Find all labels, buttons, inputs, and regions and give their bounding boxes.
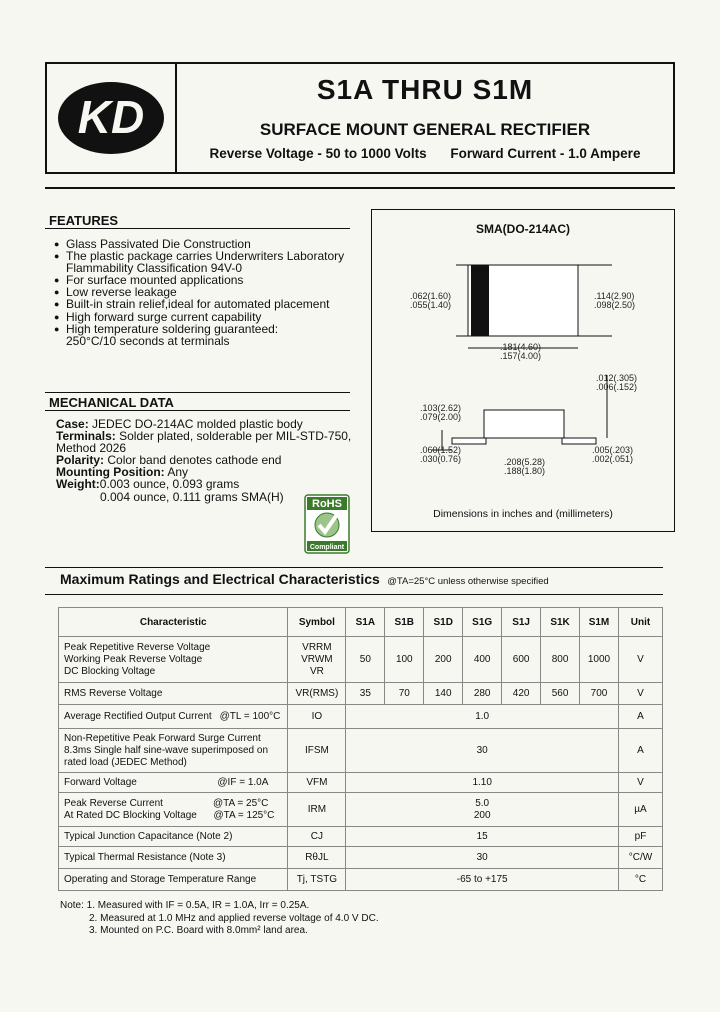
table-row: Average Rectified Output Current @TL = 100°C IO 1.0 A xyxy=(59,705,663,729)
table-row: Typical Junction Capacitance (Note 2) CJ 15 pF xyxy=(59,827,663,847)
dimensions-caption: Dimensions in inches and (millimeters) xyxy=(433,508,613,520)
table-row: Non-Repetitive Peak Forward Surge Current 8.3ms Single half sine-wave superimposed on rated load (JEDEC Method) IFSM 30 A xyxy=(59,729,663,773)
ratings-table xyxy=(58,607,663,891)
svg-text:Compliant: Compliant xyxy=(309,544,345,551)
ratings-heading: Maximum Ratings and Electrical Characteristics xyxy=(60,571,380,587)
package-outline-svg xyxy=(372,210,674,530)
package-title: SMA(DO-214AC) xyxy=(475,222,570,236)
rohs-badge xyxy=(304,494,350,554)
page-subtitle: SURFACE MOUNT GENERAL RECTIFIER xyxy=(259,120,591,139)
feature-item: ● Glass Passivated Die Construction xyxy=(54,238,354,250)
mechanical-data: Case: JEDEC DO-214AC molded plastic body Terminals: Solder plated, solderable per MIL-STD-750, Method 2026 Polarity: Color band denotes cathode end Mounting Position: Any Weight:0.003 ounce, 0.093 grams 0.004 ounce, 0.111 grams SMA(H) xyxy=(56,417,352,504)
table-row: Operating and Storage Temperature Range Tj, TSTG -65 to +175 °C xyxy=(59,869,663,891)
feature-item: ● Built-in strain relief,ideal for automated placement xyxy=(54,298,354,310)
spec-line xyxy=(177,146,673,161)
feature-item: ● High forward surge current capability xyxy=(54,311,354,323)
notes xyxy=(60,900,379,938)
table-row: Peak Repetitive Reverse Voltage Working Peak Reverse Voltage DC Blocking Voltage VRRM VRWM VR 50 100 200 400 600 800 1000 V xyxy=(59,637,663,683)
features-heading: FEATURES xyxy=(49,213,119,228)
table-row: Peak Reverse Current @TA = 25°C At Rated DC Blocking Voltage @TA = 125°C IRM 5.0 200 µA xyxy=(59,793,663,827)
ratings-heading-line xyxy=(60,571,549,589)
table-row: Forward Voltage @IF = 1.0A VFM 1.10 V xyxy=(59,773,663,793)
forward-current-spec: Forward Current - 1.0 Ampere xyxy=(450,146,641,161)
feature-item: ● High temperature soldering guaranteed: xyxy=(54,323,354,335)
feature-item: ● For surface mounted applications xyxy=(54,274,354,286)
note-2: 2. Measured at 1.0 MHz and applied reverse voltage of 4.0 V DC. xyxy=(89,912,379,924)
note-1: Note: 1. Measured with IF = 0.5A, IR = 1.0A, Irr = 0.25A. xyxy=(60,900,310,911)
svg-text:RoHS: RoHS xyxy=(312,498,342,510)
table-row: Typical Thermal Resistance (Note 3) RθJL 30 °C/W xyxy=(59,847,663,869)
page-title: S1A THRU S1M xyxy=(316,74,534,105)
ratings-condition: @TA=25°C unless otherwise specified xyxy=(387,576,549,587)
feature-item: 250°C/10 seconds at terminals xyxy=(66,333,230,348)
table-row: RMS Reverse Voltage VR(RMS) 35 70 140 280 420 560 700 V xyxy=(59,683,663,705)
reverse-voltage-spec: Reverse Voltage - 50 to 1000 Volts xyxy=(209,146,427,161)
logo-text: KD xyxy=(77,91,145,143)
feature-item: Flammability Classification 94V-0 xyxy=(66,261,243,276)
feature-item: ● The plastic package carries Underwriters Laboratory xyxy=(54,250,354,262)
mechanical-heading: MECHANICAL DATA xyxy=(49,395,174,410)
header-box xyxy=(45,62,675,174)
note-3: 3. Mounted on P.C. Board with 8.0mm² land area. xyxy=(89,925,308,936)
header-divider xyxy=(45,187,675,189)
features-list xyxy=(54,238,354,347)
package-drawing: SMA(DO-214AC) .062(1.60) .055(1.40) .114(2.90) .098(2.50) .181(4.60) .157(4.00) .012(.305) .006(.152) .103(2.62) .079(2.00) .060(1.52) .030(0.76) .005(.203) .002(.051) .208(5.28) .188(1.80) Dimensions in inches and (millimeters) xyxy=(371,209,675,532)
table-header-row: Characteristic Symbol S1A S1B S1D S1G S1J S1K S1M Unit xyxy=(59,608,663,637)
feature-item: ● Low reverse leakage xyxy=(54,286,354,298)
kd-logo xyxy=(57,80,165,156)
